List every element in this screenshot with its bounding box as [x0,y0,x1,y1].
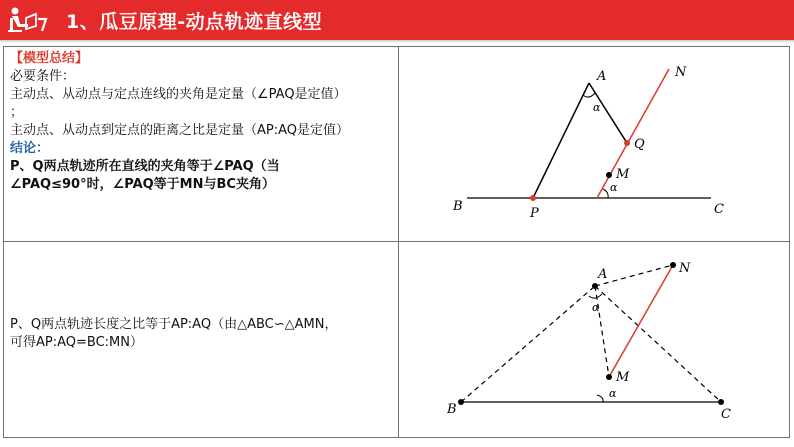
label-p: P [530,206,539,221]
trajectory-mn [597,69,669,198]
label-b: B [447,402,457,417]
label-m: M [616,370,630,385]
model-heading: 【模型总结】 [10,51,89,66]
label-c: C [714,202,724,217]
length-ratio-line-1: P、Q两点轨迹长度之比等于AP:AQ（由△ABC∽△AMN， [10,317,338,332]
label-b: B [453,199,463,214]
dashed-ac [595,286,721,402]
length-ratio-line-2: 可得AP:AQ=BC:MN） [10,335,143,350]
angle-arc-a [583,93,595,97]
trajectory-mn [609,265,673,377]
angle-arc-a [589,294,602,298]
point-m [606,172,612,178]
conclusion-line-2: ∠PAQ≤90°时，∠PAQ等于MN与BC夹角） [10,177,275,192]
dashed-ab [461,286,595,402]
label-c: C [721,407,731,422]
reading-person-icon [6,6,50,34]
label-alpha-bottom: α [609,387,617,400]
point-q [624,140,630,146]
point-c [718,399,724,405]
label-n: N [675,65,687,80]
label-n: N [679,261,691,276]
condition-separator: ； [10,105,24,120]
header-shadow [0,40,794,43]
figure-length-ratio [399,242,789,437]
label-alpha-top: α [593,101,601,114]
point-m [606,374,612,380]
model-summary-cell [10,50,396,194]
label-m: M [616,167,630,182]
conclusion-line-1: P、Q两点轨迹所在直线的夹角等于∠PAQ（当 [10,159,280,174]
point-p [530,195,536,201]
condition-angle: 主动点、从动点与定点连线的夹角是定量（∠PAQ是定值） [10,87,347,102]
length-ratio-cell [10,316,396,352]
angle-arc-bottom [597,395,603,402]
conclusion-label: 结论： [10,141,50,156]
label-q: Q [634,137,645,152]
label-alpha-top: α [592,301,600,314]
label-a: A [598,267,608,282]
conditions-label: 必要条件： [10,69,76,84]
page-title: 1、瓜豆原理-动点轨迹直线型 [66,11,323,33]
figure-straight-trajectory [399,47,789,241]
point-n [670,262,676,268]
point-b [458,399,464,405]
dashed-am [595,286,609,377]
label-alpha-bottom: α [610,181,618,194]
angle-arc-bottom [603,189,608,198]
label-a: A [597,69,607,84]
segment-pa [533,83,589,198]
condition-ratio: 主动点、从动点到定点的距离之比是定量（AP:AQ是定值） [10,123,350,138]
point-a [592,283,598,289]
header-bar [0,0,794,40]
